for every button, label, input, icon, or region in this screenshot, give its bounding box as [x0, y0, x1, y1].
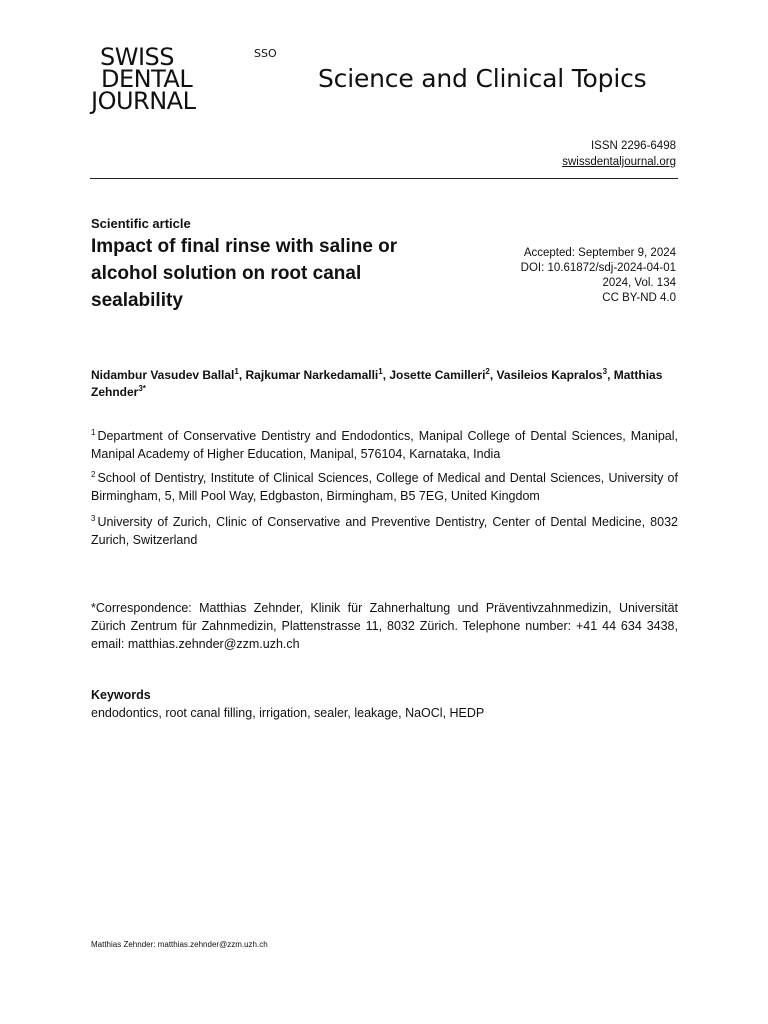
article-title: Impact of final rinse with saline or alcohol solution on root canal sealability	[91, 236, 398, 311]
correspondence: *Correspondence: Matthias Zehnder, Klinik für Zahnerhaltung und Präventivzahnmedizin, Universität Zürich Zentrum für Zahnmedizin, Plattenstrasse 11, 8032 Zürich. Telephone number: +41 44 634 3438, email: matthias.zehnder@zzm.uzh.ch	[91, 601, 678, 651]
affiliation-text: School of Dentistry, Institute of Clinical Sciences, College of Medical and Dental Sciences, University of Birmingham, 5, Mill Pool Way, Edgbaston, Birmingham, B5 7EG, United Kingdom	[91, 471, 678, 503]
author-affiliation-mark: 3	[602, 367, 608, 376]
logo-line-1: SWISS	[100, 43, 175, 71]
author-affiliation-mark: 2	[485, 367, 490, 376]
section-title: Science and Clinical Topics	[318, 64, 647, 93]
author-separator: ,	[489, 368, 497, 382]
article-type: Scientific article	[91, 216, 191, 231]
affiliation-number: 2	[91, 469, 96, 479]
author-separator: ,	[382, 368, 390, 382]
affiliation-text: University of Zurich, Clinic of Conservative and Preventive Dentistry, Center of Dental Medicine, 8032 Zurich, Switzerland	[91, 515, 678, 547]
footer-contact: Matthias Zehnder: matthias.zehnder@zzm.uzh.ch	[91, 940, 268, 949]
keywords-list: endodontics, root canal filling, irrigation, sealer, leakage, NaOCl, HEDP	[91, 706, 485, 720]
header-divider	[90, 178, 678, 179]
affiliation-3	[91, 514, 678, 549]
volume: 2024, Vol. 134	[602, 277, 676, 289]
logo-line-2: DENTAL	[101, 65, 193, 93]
website-link[interactable]: swissdentaljournal.org	[562, 156, 676, 168]
affiliation-number: 1	[91, 427, 96, 437]
author-affiliation-mark: 1	[234, 367, 239, 376]
affiliation-2	[91, 470, 678, 505]
author: Nidambur Vasudev Ballal	[91, 368, 235, 382]
logo-sso-badge: SSO	[254, 47, 277, 60]
affiliation-text: Department of Conservative Dentistry and Endodontics, Manipal College of Dental Sciences, Manipal, Manipal Academy of Higher Education, Manipal, 576104, Karnataka, India	[91, 429, 678, 461]
author-affiliation-mark: 3*	[138, 384, 146, 393]
author: Vasileios Kapralos	[496, 368, 603, 382]
author: Rajkumar Narkedamalli	[245, 368, 379, 382]
issn: ISSN 2296-6498	[590, 140, 676, 152]
affiliation-1	[91, 428, 678, 463]
license: CC BY-ND 4.0	[602, 292, 676, 304]
article-meta	[521, 246, 676, 306]
affiliation-number: 3	[91, 513, 96, 523]
author-list	[91, 367, 678, 401]
author: Josette Camilleri	[389, 368, 486, 382]
author-separator: ,	[607, 368, 614, 382]
journal-info	[562, 138, 676, 170]
author-affiliation-mark: 1	[378, 367, 383, 376]
keywords-heading: Keywords	[91, 688, 151, 702]
logo-line-3: JOURNAL	[91, 87, 196, 115]
author-separator: ,	[238, 368, 246, 382]
author: Matthias Zehnder	[91, 368, 663, 399]
journal-logo	[90, 43, 290, 116]
doi: DOI: 10.61872/sdj-2024-04-01	[520, 262, 676, 274]
accepted-date: Accepted: September 9, 2024	[523, 247, 676, 259]
